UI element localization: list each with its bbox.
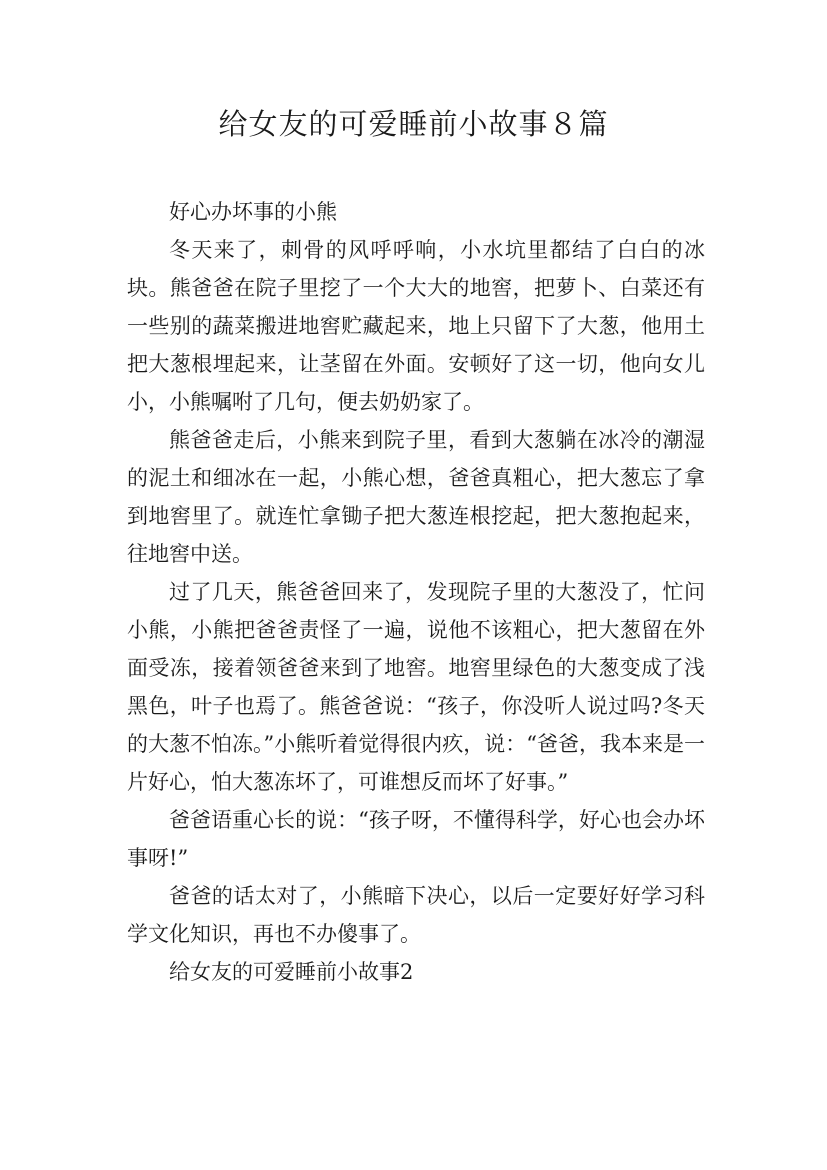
paragraph: 过了几天，熊爸爸回来了，发现院子里的大葱没了，忙问小熊，小熊把爸爸责怪了一遍，说他不该粗心，把大葱留在外面受冻，接着领爸爸来到了地窖。地窖里绿色的大葱变成了浅黑色，叶子也焉了。熊爸爸说：“孩子，你没听人说过吗?冬天的大葱不怕冻。”小熊听着觉得很内疚，说：“爸爸，我本来是一片好心，怕大葱冻坏了，可谁想反而坏了好事。” <box>127 580 705 794</box>
story-heading: 好心办坏事的小熊 <box>169 200 337 224</box>
document-body <box>127 193 705 991</box>
paragraph: 熊爸爸走后，小熊来到院子里，看到大葱躺在冰冷的潮湿的泥土和细冰在一起，小熊心想，爸爸真粗心，把大葱忘了拿到地窖里了。就连忙拿锄子把大葱连根挖起，把大葱抱起来，往地窖中送。 <box>127 428 705 566</box>
paragraph: 爸爸语重心长的说：“孩子呀，不懂得科学，好心也会办坏事呀!” <box>127 808 705 870</box>
paragraph: 冬天来了，刺骨的风呼呼响，小水坑里都结了白白的冰块。熊爸爸在院子里挖了一个大大的地窖，把萝卜、白菜还有一些别的蔬菜搬进地窖贮藏起来，地上只留下了大葱，他用土把大葱根埋起来，让茎留在外面。安顿好了这一切，他向女儿小，小熊嘱咐了几句，便去奶奶家了。 <box>127 238 705 414</box>
document-title: 给女友的可爱睡前小故事８篇 <box>218 107 609 141</box>
paragraph: 爸爸的话太对了，小熊暗下决心，以后一定要好好学习科学文化知识，再也不办傻事了。 <box>127 884 705 946</box>
story-heading: 给女友的可爱睡前小故事2 <box>169 960 414 984</box>
